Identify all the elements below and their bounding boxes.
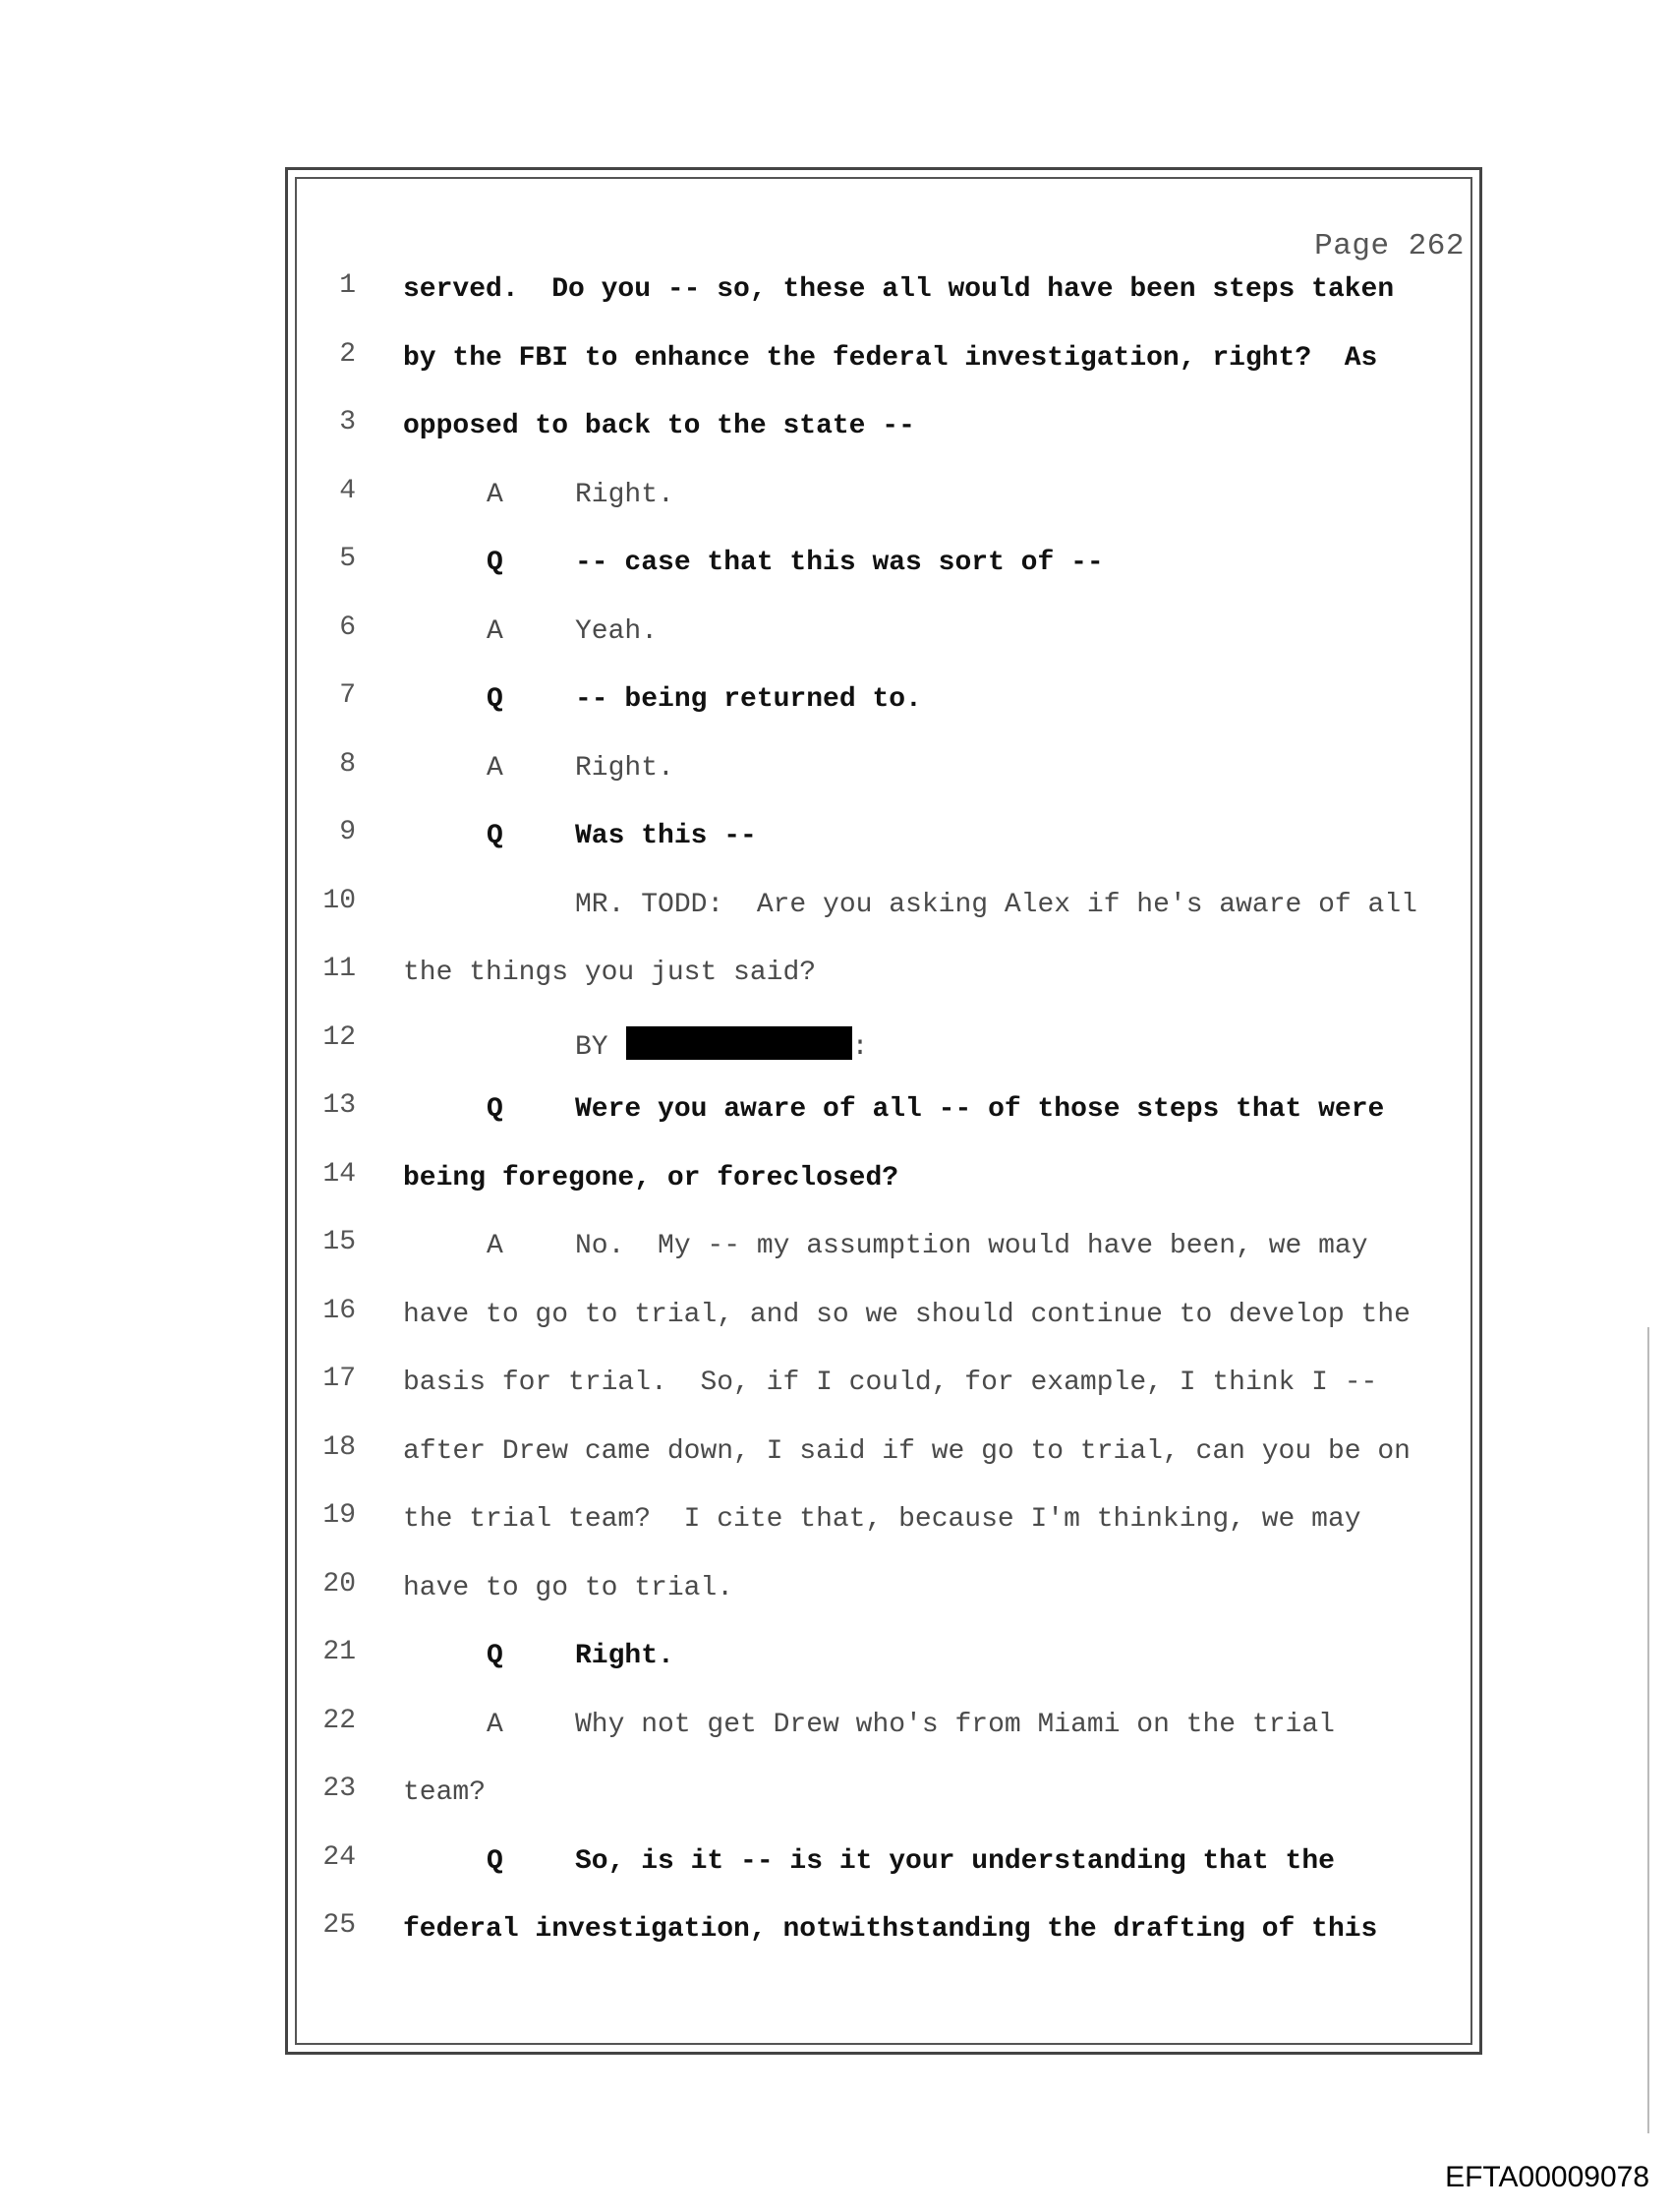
- line-text-content: Right.: [575, 479, 674, 510]
- line-number: 25: [322, 1910, 356, 1941]
- line-text: [403, 1436, 1411, 1467]
- line-text: [403, 1368, 1377, 1398]
- line-text-content: Was this --: [575, 821, 757, 851]
- transcript-line: [305, 1774, 1465, 1817]
- line-number: 23: [322, 1774, 356, 1804]
- line-text-content: basis for trial. So, if I could, for example, I think I --: [403, 1368, 1378, 1398]
- line-text: [575, 1710, 1335, 1740]
- transcript-line: [305, 1159, 1465, 1202]
- line-text-content: Yeah.: [575, 615, 659, 647]
- line-text-content: -- being returned to.: [575, 684, 922, 715]
- line-number: 1: [339, 270, 356, 301]
- line-text-content: No. My -- my assumption would have been, we may: [575, 1231, 1368, 1261]
- page-number: Page 262: [1314, 229, 1465, 263]
- line-text: [575, 890, 1417, 920]
- line-text: [575, 753, 674, 784]
- line-text: [403, 1504, 1361, 1535]
- line-text: [575, 1231, 1368, 1261]
- speaker-label: A: [487, 615, 503, 647]
- line-number: 8: [339, 748, 356, 780]
- transcript-line: [305, 1500, 1465, 1543]
- line-text-content: have to go to trial, and so we should continue to develop the: [403, 1299, 1411, 1330]
- line-text-content: federal investigation, notwithstanding the drafting of this: [403, 1914, 1378, 1945]
- line-text: [575, 1846, 1335, 1877]
- line-text: [403, 958, 816, 988]
- line-number: 22: [322, 1705, 356, 1736]
- line-number: 19: [322, 1500, 356, 1531]
- transcript-line: [305, 749, 1465, 792]
- line-text-content: after Drew came down, I said if we go to trial, can you be on: [403, 1435, 1411, 1467]
- speaker-label: A: [487, 479, 503, 510]
- speaker-label: A: [487, 1709, 503, 1740]
- line-text: [403, 1163, 898, 1193]
- transcript-line: [305, 886, 1465, 929]
- line-text-content: served. Do you -- so, these all would have been steps taken: [403, 274, 1395, 305]
- transcript-line: [305, 1432, 1465, 1476]
- line-text-content: by the FBI to enhance the federal investigation, right? As: [403, 342, 1378, 374]
- speaker-label: Q: [487, 684, 503, 715]
- line-text: [403, 1573, 733, 1603]
- transcript-line: [305, 1364, 1465, 1407]
- line-number: 15: [322, 1227, 356, 1257]
- transcript-line: [305, 1227, 1465, 1270]
- speaker-label: Q: [487, 548, 503, 578]
- transcript-line: [305, 1842, 1465, 1886]
- transcript-line: [305, 954, 1465, 997]
- line-text: [575, 1641, 674, 1671]
- scan-edge-line: [1647, 1327, 1649, 2133]
- line-text-content: Why not get Drew who's from Miami on the trial: [575, 1709, 1335, 1740]
- line-number: 9: [339, 817, 356, 847]
- transcript-line: [305, 1569, 1465, 1612]
- line-text-content: team?: [403, 1777, 487, 1808]
- line-text: [403, 1777, 486, 1808]
- line-number: 24: [322, 1841, 356, 1873]
- speaker-label: Q: [487, 1845, 503, 1877]
- speaker-label: Q: [487, 821, 503, 851]
- line-text: [403, 274, 1394, 305]
- line-number: 21: [322, 1637, 356, 1667]
- line-number: 10: [322, 885, 356, 916]
- line-number: 12: [322, 1021, 356, 1053]
- line-number: 7: [339, 680, 356, 711]
- transcript-line: [305, 817, 1465, 860]
- line-number: 3: [339, 407, 356, 437]
- line-text-content: BY: [575, 1031, 608, 1063]
- line-number: 20: [322, 1568, 356, 1600]
- line-text-content: the trial team? I cite that, because I'm thinking, we may: [403, 1504, 1361, 1535]
- line-number: 16: [322, 1295, 356, 1326]
- transcript-line: [305, 612, 1465, 656]
- transcript-line: [305, 270, 1465, 314]
- line-text-content: have to go to trial.: [403, 1572, 734, 1603]
- line-text: [403, 343, 1377, 374]
- line-number: 6: [339, 611, 356, 643]
- line-text: [403, 1300, 1411, 1330]
- transcript-line: [305, 1090, 1465, 1134]
- speaker-label: Q: [487, 1641, 503, 1671]
- line-text-content: So, is it -- is it your understanding that the: [575, 1845, 1335, 1877]
- line-number: 13: [322, 1090, 356, 1121]
- line-text: [575, 548, 1104, 578]
- transcript-line: [305, 1706, 1465, 1749]
- line-text: [575, 684, 922, 715]
- transcript-line: [305, 1022, 1465, 1066]
- line-text-content: -- case that this was sort of --: [575, 548, 1104, 578]
- redaction-bar: [626, 1026, 852, 1060]
- line-number: 2: [339, 338, 356, 370]
- line-text-content: the things you just said?: [403, 958, 817, 988]
- line-text-content: Were you aware of all -- of those steps that were: [575, 1094, 1385, 1125]
- line-number: 5: [339, 544, 356, 574]
- transcript-line: [305, 1296, 1465, 1339]
- transcript-line: [305, 476, 1465, 519]
- line-text: [575, 1026, 868, 1063]
- line-text: [575, 616, 658, 647]
- line-text-content: Right.: [575, 1641, 674, 1671]
- transcript-line: [305, 680, 1465, 724]
- document-id: EFTA00009078: [1445, 2161, 1649, 2193]
- speaker-label: A: [487, 752, 503, 784]
- redaction-suffix: :: [851, 1031, 869, 1063]
- line-text: [575, 480, 674, 510]
- line-text: [403, 411, 915, 441]
- transcript-line: [305, 1910, 1465, 1953]
- transcript-line: [305, 339, 1465, 382]
- line-number: 17: [322, 1364, 356, 1394]
- line-text: [403, 1914, 1377, 1945]
- line-number: 14: [322, 1158, 356, 1190]
- speaker-label: Q: [487, 1094, 503, 1125]
- line-text-content: being foregone, or foreclosed?: [403, 1162, 899, 1193]
- line-text-content: Right.: [575, 752, 674, 784]
- line-number: 11: [322, 954, 356, 984]
- line-text-content: MR. TODD: Are you asking Alex if he's aware of all: [575, 889, 1417, 920]
- line-number: 18: [322, 1431, 356, 1463]
- transcript-line: [305, 407, 1465, 450]
- line-text: [575, 1094, 1384, 1125]
- transcript-line: [305, 544, 1465, 587]
- transcript-line: [305, 1637, 1465, 1680]
- line-text-content: opposed to back to the state --: [403, 411, 915, 441]
- speaker-label: A: [487, 1231, 503, 1261]
- line-number: 4: [339, 475, 356, 506]
- line-text: [575, 821, 757, 851]
